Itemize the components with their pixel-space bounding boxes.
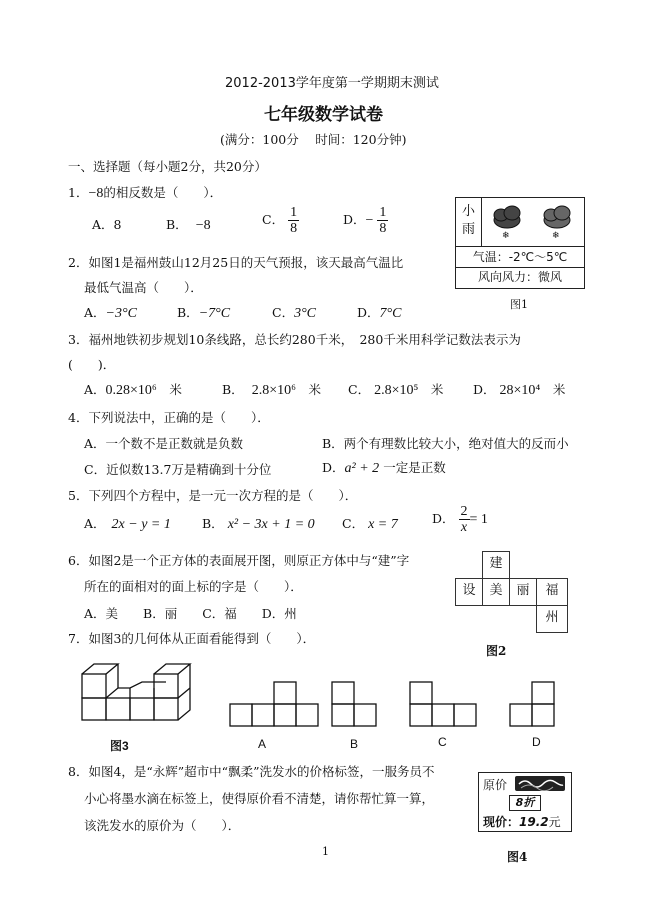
q5-option-c-label: C． <box>342 516 365 531</box>
fraction-denominator: 8 <box>379 221 387 236</box>
exam-subtitle: 2012-2013学年度第一学期期末测试 <box>225 76 439 91</box>
q5-option-d <box>432 504 488 535</box>
q3-option-c-unit: 米 <box>430 382 444 397</box>
q5-option-d-label: D． <box>432 511 455 526</box>
q1-option-d-label: D． <box>343 212 366 227</box>
q3-option-b-unit: 米 <box>308 382 321 397</box>
q5-option-a-value: 2x − y = 1 <box>111 517 171 532</box>
figure-3-caption: 图3 <box>110 739 129 753</box>
figure-4-caption: 图4 <box>507 850 528 864</box>
weather-label-cell <box>456 198 482 246</box>
q2-option-c <box>272 303 316 322</box>
q1-option-a: A．8 <box>92 217 122 232</box>
question-3-line-2: ( )． <box>68 357 116 372</box>
q4-option-b: B．两个有理数比较大小，绝对值大的反而小 <box>322 436 569 451</box>
q5-option-b-label: B． <box>202 516 224 531</box>
current-price-unit: 元 <box>548 815 561 829</box>
original-price-label: 原价 <box>483 778 508 792</box>
discount-badge: 8折 <box>509 795 541 811</box>
exam-info: (满分：100分 时间：120分钟) <box>220 132 407 147</box>
q1-option-b-label: B． <box>166 217 188 232</box>
question-8-line-1: 8．如图4，是“永辉”超市中“飘柔”洗发水的价格标签，一服务员不 <box>68 764 435 779</box>
question-6-line-1: 6．如图2是一个正方体的表面展开图，则原正方体中与“建”字 <box>68 553 410 568</box>
question-3-line-1: 3．福州地铁初步规划10条线路，总长约280千米， 280千米用科学记数法表示为 <box>68 332 521 347</box>
question-7-stem: 7．如图3的几何体从正面看能得到（ ）． <box>68 631 316 646</box>
q7-option-c-view <box>408 680 488 740</box>
q2-option-b-label: B． <box>177 305 199 320</box>
q7-option-d-label: D <box>532 735 541 749</box>
temperature-row: 气温：-2℃～5℃ <box>456 246 584 268</box>
fraction-denominator: 8 <box>290 221 298 236</box>
wind-row: 风向风力：微风 <box>477 270 562 284</box>
q3-option-b-value: 2.8×10⁶ <box>251 383 296 398</box>
fraction-numerator: 1 <box>379 205 387 220</box>
q3-option-c-value: 2.8×10⁵ <box>374 383 419 398</box>
q1-option-d-fraction <box>377 205 388 236</box>
q2-option-a <box>84 303 137 322</box>
q3-option-a-unit: 米 <box>169 382 182 397</box>
question-8-line-2: 小心将墨水滴在标签上，使得原价看不清楚，请你帮忙算一算， <box>84 791 435 806</box>
fraction-numerator: 2 <box>460 504 468 519</box>
q2-option-a-value: −3°C <box>105 306 137 321</box>
net-cell: 设 <box>455 578 483 606</box>
figure-2-caption: 图2 <box>486 644 507 658</box>
q3-option-d-value: 28×10⁴ <box>499 383 541 398</box>
q4-option-d-math: a² + 2 <box>344 461 380 476</box>
q2-option-c-value: 3°C <box>294 306 317 321</box>
q2-option-b <box>177 303 230 322</box>
question-5-stem: 5．下列四个方程中，是一元一次方程的是（ ）． <box>68 488 358 503</box>
q3-option-d-label: D． <box>473 382 496 397</box>
net-cell: 州 <box>536 605 568 633</box>
figure-3-solid <box>78 652 198 732</box>
q5-option-b-value: x² − 3x + 1 = 0 <box>227 517 315 532</box>
question-1-stem <box>68 183 222 202</box>
q2-option-b-value: −7°C <box>198 306 231 321</box>
q3-option-c <box>348 380 443 399</box>
figure-1-weather-box <box>455 197 585 289</box>
q1-option-c-fraction <box>288 205 299 236</box>
rain-cloud-icon <box>544 206 570 241</box>
q2-option-c-label: C． <box>272 305 295 320</box>
q2-option-d-value: 7°C <box>379 306 402 321</box>
q4-option-d <box>322 458 446 477</box>
q3-option-c-label: C． <box>348 382 371 397</box>
net-cell: 福 <box>536 578 568 606</box>
net-cell: 丽 <box>509 578 537 606</box>
section-heading: 一、选择题（每小题2分，共20分） <box>68 159 267 174</box>
q1-option-c-label: C． <box>262 212 285 227</box>
q5-option-a-label: A． <box>84 516 106 531</box>
q2-option-d-label: D． <box>357 305 380 320</box>
current-price <box>483 813 561 830</box>
rain-cloud-icon <box>494 206 520 241</box>
q4-option-d-label: D． <box>322 460 345 475</box>
net-cell: 美 <box>482 578 510 606</box>
q7-option-c-label: C <box>438 735 447 749</box>
q1-option-d-sign: − <box>365 213 374 228</box>
svg-text:❄: ❄ <box>502 231 510 241</box>
q7-option-b-label: B <box>350 737 359 751</box>
question-6-line-2: 所在的面相对的面上标的字是（ ）． <box>84 579 303 594</box>
q3-option-a-label: A． <box>84 382 106 397</box>
q5-option-d-fraction <box>459 504 470 535</box>
q5-option-c <box>342 514 398 533</box>
q1-suffix: 的相反数是（ ）． <box>103 185 223 200</box>
q7-option-d-view <box>508 680 568 740</box>
current-price-value: 19.2 <box>519 815 549 829</box>
q7-option-b-view <box>330 680 390 740</box>
net-cell: 建 <box>482 551 510 579</box>
question-6-options: A．美 B．丽 C．福 D．州 <box>84 606 297 621</box>
q3-option-d <box>473 380 565 399</box>
figure-4-price-tag <box>478 772 572 832</box>
q4-option-a: A．一个数不是正数就是负数 <box>84 436 244 451</box>
q1-option-c <box>262 205 299 236</box>
q7-option-a-label: A <box>258 737 267 751</box>
q3-option-a-value: 0.28×10⁶ <box>105 383 157 398</box>
fraction-denominator: x <box>460 520 468 535</box>
page-number: 1 <box>322 845 329 858</box>
q2-option-d <box>357 303 401 322</box>
q1-option-b <box>166 215 211 234</box>
q3-option-d-unit: 米 <box>552 382 566 397</box>
q5-option-a <box>84 514 171 533</box>
q1-prefix: 1． <box>68 185 89 200</box>
exam-title: 七年级数学试卷 <box>264 105 383 125</box>
question-8-line-3: 该洗发水的原价为（ ）． <box>84 818 241 833</box>
weather-label: 小雨 <box>461 204 475 237</box>
q3-option-b <box>222 380 321 399</box>
question-4-stem: 4．下列说法中，正确的是（ ）． <box>68 410 270 425</box>
q1-option-b-value: −8 <box>195 218 211 233</box>
q5-option-d-rest: = 1 <box>469 512 488 527</box>
q5-option-c-value: x = 7 <box>368 517 398 532</box>
svg-text:❄: ❄ <box>552 231 560 241</box>
fraction-numerator: 1 <box>290 205 298 220</box>
question-2-line-1: 2．如图1是福州鼓山12月25日的天气预报，该天最高气温比 <box>68 255 404 270</box>
q2-option-a-label: A． <box>84 305 106 320</box>
q1-option-d <box>343 205 388 236</box>
figure-1-caption: 图1 <box>510 298 528 311</box>
q4-option-c: C．近似数13.7万是精确到十分位 <box>84 462 272 477</box>
question-2-line-2: 最低气温高（ ）． <box>84 280 203 295</box>
rain-cloud-icons <box>483 198 583 246</box>
q4-option-d-text: 一定是正数 <box>383 460 446 475</box>
q3-option-b-label: B． <box>222 382 244 397</box>
q5-option-b <box>202 514 315 533</box>
q3-option-a <box>84 380 182 399</box>
ink-blot <box>515 776 565 791</box>
q7-option-a-view <box>228 680 328 740</box>
current-price-label: 现价： <box>483 815 520 829</box>
q1-number: −8 <box>88 186 104 201</box>
